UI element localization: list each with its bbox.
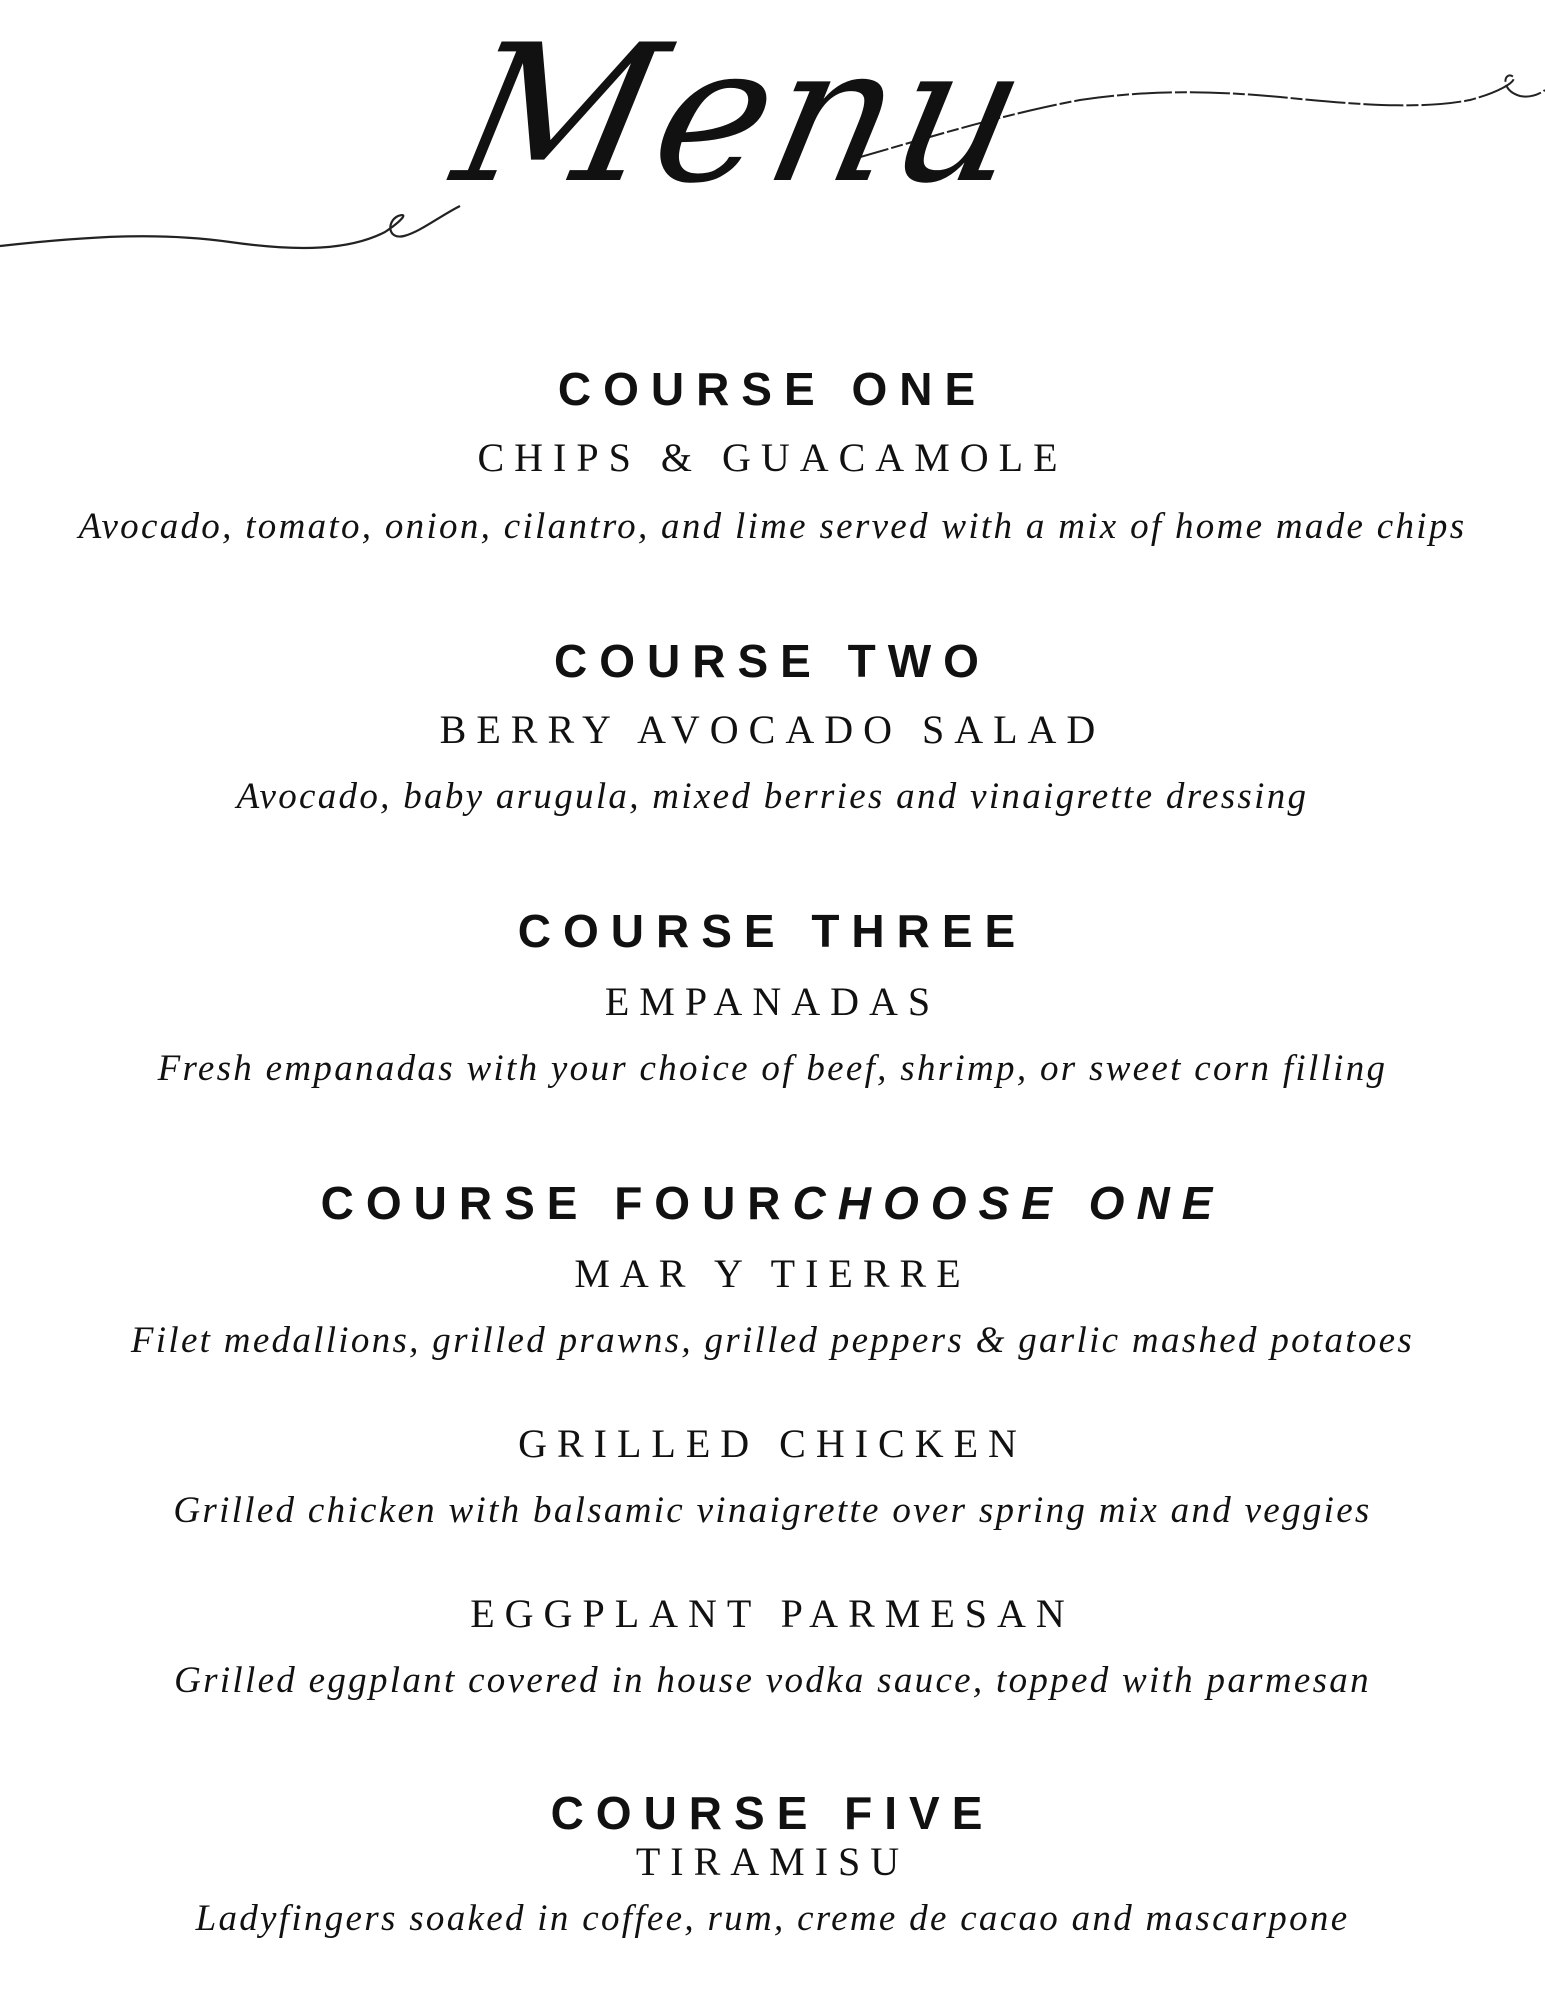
menu-title-header [0, 0, 1545, 320]
course-three-heading: COURSE THREE [517, 905, 1028, 957]
choose-one-note: CHOOSE ONE [792, 1177, 1225, 1229]
course-five-heading: COURSE FIVE [550, 1787, 995, 1839]
course-one-description: Avocado, tomato, onion, cilantro, and lime served with a mix of home made chips [78, 506, 1467, 547]
menu-title: Menu [439, 4, 1046, 225]
course-one-heading: COURSE ONE [557, 363, 988, 415]
course-two-heading: COURSE TWO [554, 635, 991, 687]
option-dish: GRILLED CHICKEN [518, 1421, 1027, 1466]
option-description: Grilled chicken with balsamic vinaigrette over spring mix and veggies [173, 1490, 1372, 1531]
course-five-description: Ladyfingers soaked in coffee, rum, creme de cacao and mascarpone [195, 1898, 1350, 1939]
course-two-description: Avocado, baby arugula, mixed berries and vinaigrette dressing [236, 776, 1309, 817]
course-five-dish: TIRAMISU [635, 1839, 910, 1884]
option-description: Filet medallions, grilled prawns, grilled peppers & garlic mashed potatoes [130, 1320, 1415, 1361]
option-description: Grilled eggplant covered in house vodka sauce, topped with parmesan [174, 1660, 1371, 1701]
course-four-heading-row [0, 1177, 1545, 1229]
option-dish: EGGPLANT PARMESAN [470, 1591, 1075, 1636]
option-dish: MAR Y TIERRE [574, 1251, 971, 1296]
course-two-dish: BERRY AVOCADO SALAD [439, 707, 1106, 752]
course-three-dish: EMPANADAS [604, 979, 941, 1024]
course-one-dish: CHIPS & GUACAMOLE [477, 435, 1068, 480]
course-four-heading: COURSE FOUR [320, 1177, 793, 1229]
course-three-description: Fresh empanadas with your choice of beef, shrimp, or sweet corn filling [157, 1048, 1388, 1089]
